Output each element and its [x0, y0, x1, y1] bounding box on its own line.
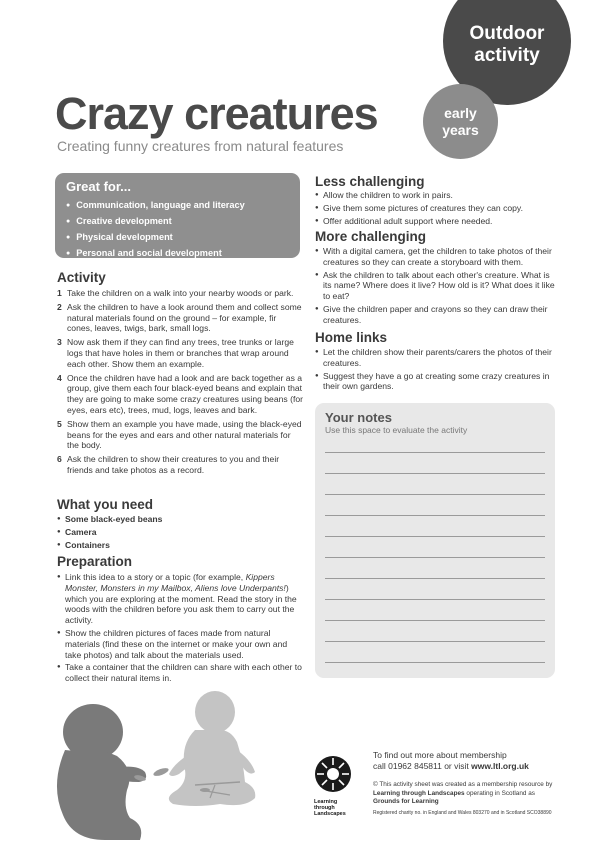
great-for-item: ● Personal and social development: [66, 246, 245, 262]
preparation-heading: Preparation: [57, 554, 133, 569]
note-line[interactable]: [325, 473, 545, 474]
crouching-child-silhouette: [57, 704, 146, 840]
prep-text: Link this idea to a story or a topic (for example,: [65, 572, 246, 582]
more-item: ● With a digital camera, get the children to take photos of their creatures so they can create a storyboard with them.: [315, 246, 555, 268]
less-challenging-list: [315, 190, 555, 228]
great-for-item: ● Creative development: [66, 214, 245, 230]
preparation-item: [57, 628, 303, 660]
notes-heading: Your notes: [325, 410, 392, 425]
preparation-list: [57, 572, 303, 686]
preparation-item: [57, 572, 303, 626]
more-challenging-heading: More challenging: [315, 229, 427, 244]
activity-step: [57, 302, 303, 334]
prep-book-titles: Kippers Monster, Monsters in my Mailbox, Aliens love Underpants!: [65, 572, 286, 593]
step-number: 1: [57, 288, 62, 298]
great-for-list: [66, 198, 245, 262]
learning-through-landscapes-logo: [312, 752, 354, 796]
note-line[interactable]: [325, 620, 545, 621]
logo-word: Learning: [314, 799, 338, 805]
more-challenging-list: [315, 246, 555, 328]
activity-step: [57, 419, 303, 451]
step-number: 3: [57, 337, 62, 348]
great-for-item: ● Physical development: [66, 230, 245, 246]
note-line[interactable]: [325, 494, 545, 495]
page-subtitle: Creating funny creatures from natural features: [57, 138, 344, 154]
activity-steps: [57, 288, 303, 479]
home-links-list: [315, 347, 555, 394]
age-line-1: early: [444, 104, 477, 121]
note-line[interactable]: [325, 599, 545, 600]
scotland-prefix: operating in Scotland as: [464, 789, 535, 797]
more-item: ● Give the children paper and crayons so they can draw their creatures.: [315, 304, 555, 326]
badge-line-1: Outdoor: [469, 23, 545, 44]
early-years-badge: [423, 84, 498, 159]
notes-hint: Use this space to evaluate the activity: [325, 425, 468, 435]
less-challenging-heading: Less challenging: [315, 174, 425, 189]
activity-heading: Activity: [57, 270, 106, 285]
need-item: ● Camera: [57, 527, 303, 538]
step-number: 4: [57, 372, 62, 383]
prep-text: Show the children pictures of faces made from natural materials (find these on the internet or make your own and take photos) and talk about the materials used.: [65, 627, 288, 660]
note-line[interactable]: [325, 536, 545, 537]
badge-line-2: activity: [474, 45, 540, 66]
step-text: Take the children on a walk into your nearby woods or park.: [67, 288, 294, 298]
step-text: Once the children have had a look and are back together as a group, give them each four black-eyed beans and explain that they are going to make some crazy creatures using beans (for eyes, ears etc), trees, mud, logs, leaves and bark.: [67, 372, 303, 415]
credit-text: [373, 781, 563, 807]
children-playing-illustration: [45, 690, 315, 845]
step-number: 2: [57, 301, 62, 312]
great-for-item: ● Communication, language and literacy: [66, 198, 245, 214]
less-item: ● Allow the children to work in pairs.: [315, 190, 555, 201]
prep-text: Take a container that the children can share with each other to collect their natural items in.: [65, 662, 302, 684]
what-you-need-heading: What you need: [57, 497, 154, 512]
activity-step: [57, 288, 303, 299]
step-number: 6: [57, 454, 62, 465]
home-item: ● Suggest they have a go at creating some crazy creatures in their own gardens.: [315, 371, 555, 393]
note-line[interactable]: [325, 641, 545, 642]
logo-word: Landscapes: [314, 811, 346, 817]
credit-prefix: © This activity sheet was created as a membership resource by: [373, 781, 553, 788]
page-title: Crazy creatures: [55, 88, 378, 139]
activity-step: [57, 454, 303, 476]
membership-info: [373, 750, 563, 772]
age-line-2: years: [442, 121, 479, 138]
org-name: Learning through Landscapes: [373, 789, 465, 797]
preparation-item: [57, 662, 303, 684]
step-text: Show them an example you have made, using the black-eyed beans for the eyes and ears and other natural materials for the body.: [67, 418, 302, 451]
charity-number: Registered charity no. in England and Wales 803270 and in Scotland SCO38890: [373, 810, 552, 816]
sitting-child-silhouette: [169, 691, 255, 806]
step-text: Now ask them if they can find any trees, tree trunks or large logs that have holes in them or branches that wrap around each other. Show them an example.: [67, 337, 294, 369]
note-line[interactable]: [325, 515, 545, 516]
step-number: 5: [57, 418, 62, 429]
website-link[interactable]: www.ltl.org.uk: [471, 761, 529, 771]
your-notes-box: [315, 403, 555, 678]
less-item: ● Offer additional adult support where needed.: [315, 216, 555, 227]
home-links-heading: Home links: [315, 330, 388, 345]
great-for-heading: Great for...: [66, 179, 132, 194]
membership-line-2: [373, 761, 563, 772]
note-line[interactable]: [325, 662, 545, 663]
note-line[interactable]: [325, 557, 545, 558]
note-line[interactable]: [325, 452, 545, 453]
note-line[interactable]: [325, 578, 545, 579]
step-text: Ask the children to have a look around them and collect some natural materials found on the ground – for example, fir cones, leaves, twigs, bark, small logs.: [67, 301, 302, 334]
phone-text: call 01962 845811 or visit: [373, 761, 472, 771]
scotland-name: Grounds for Learning: [373, 798, 439, 806]
great-for-box: [55, 173, 300, 258]
home-item: ● Let the children show their parents/carers the photos of their creatures.: [315, 347, 555, 369]
activity-step: [57, 373, 303, 416]
need-item: ● Some black-eyed beans: [57, 514, 303, 525]
logo-wordmark: [314, 799, 346, 817]
activity-step: [57, 337, 303, 369]
what-you-need-list: [57, 514, 303, 552]
less-item: ● Give them some pictures of creatures they can copy.: [315, 203, 555, 214]
step-text: Ask the children to show their creatures to you and their friends and take photos as a record.: [67, 454, 280, 475]
logo-word: through: [314, 805, 335, 811]
prep-text: ) which you are exploring at the moment. Read the story in the woods with the children before you ask them to carry out the activity.: [65, 582, 297, 626]
need-item: ● Containers: [57, 540, 303, 551]
more-item: ● Ask the children to talk about each other's creature. What is its name? Where does it live? How old is it? What does it like to eat?: [315, 270, 555, 302]
membership-line-1: To find out more about membership: [373, 750, 507, 760]
